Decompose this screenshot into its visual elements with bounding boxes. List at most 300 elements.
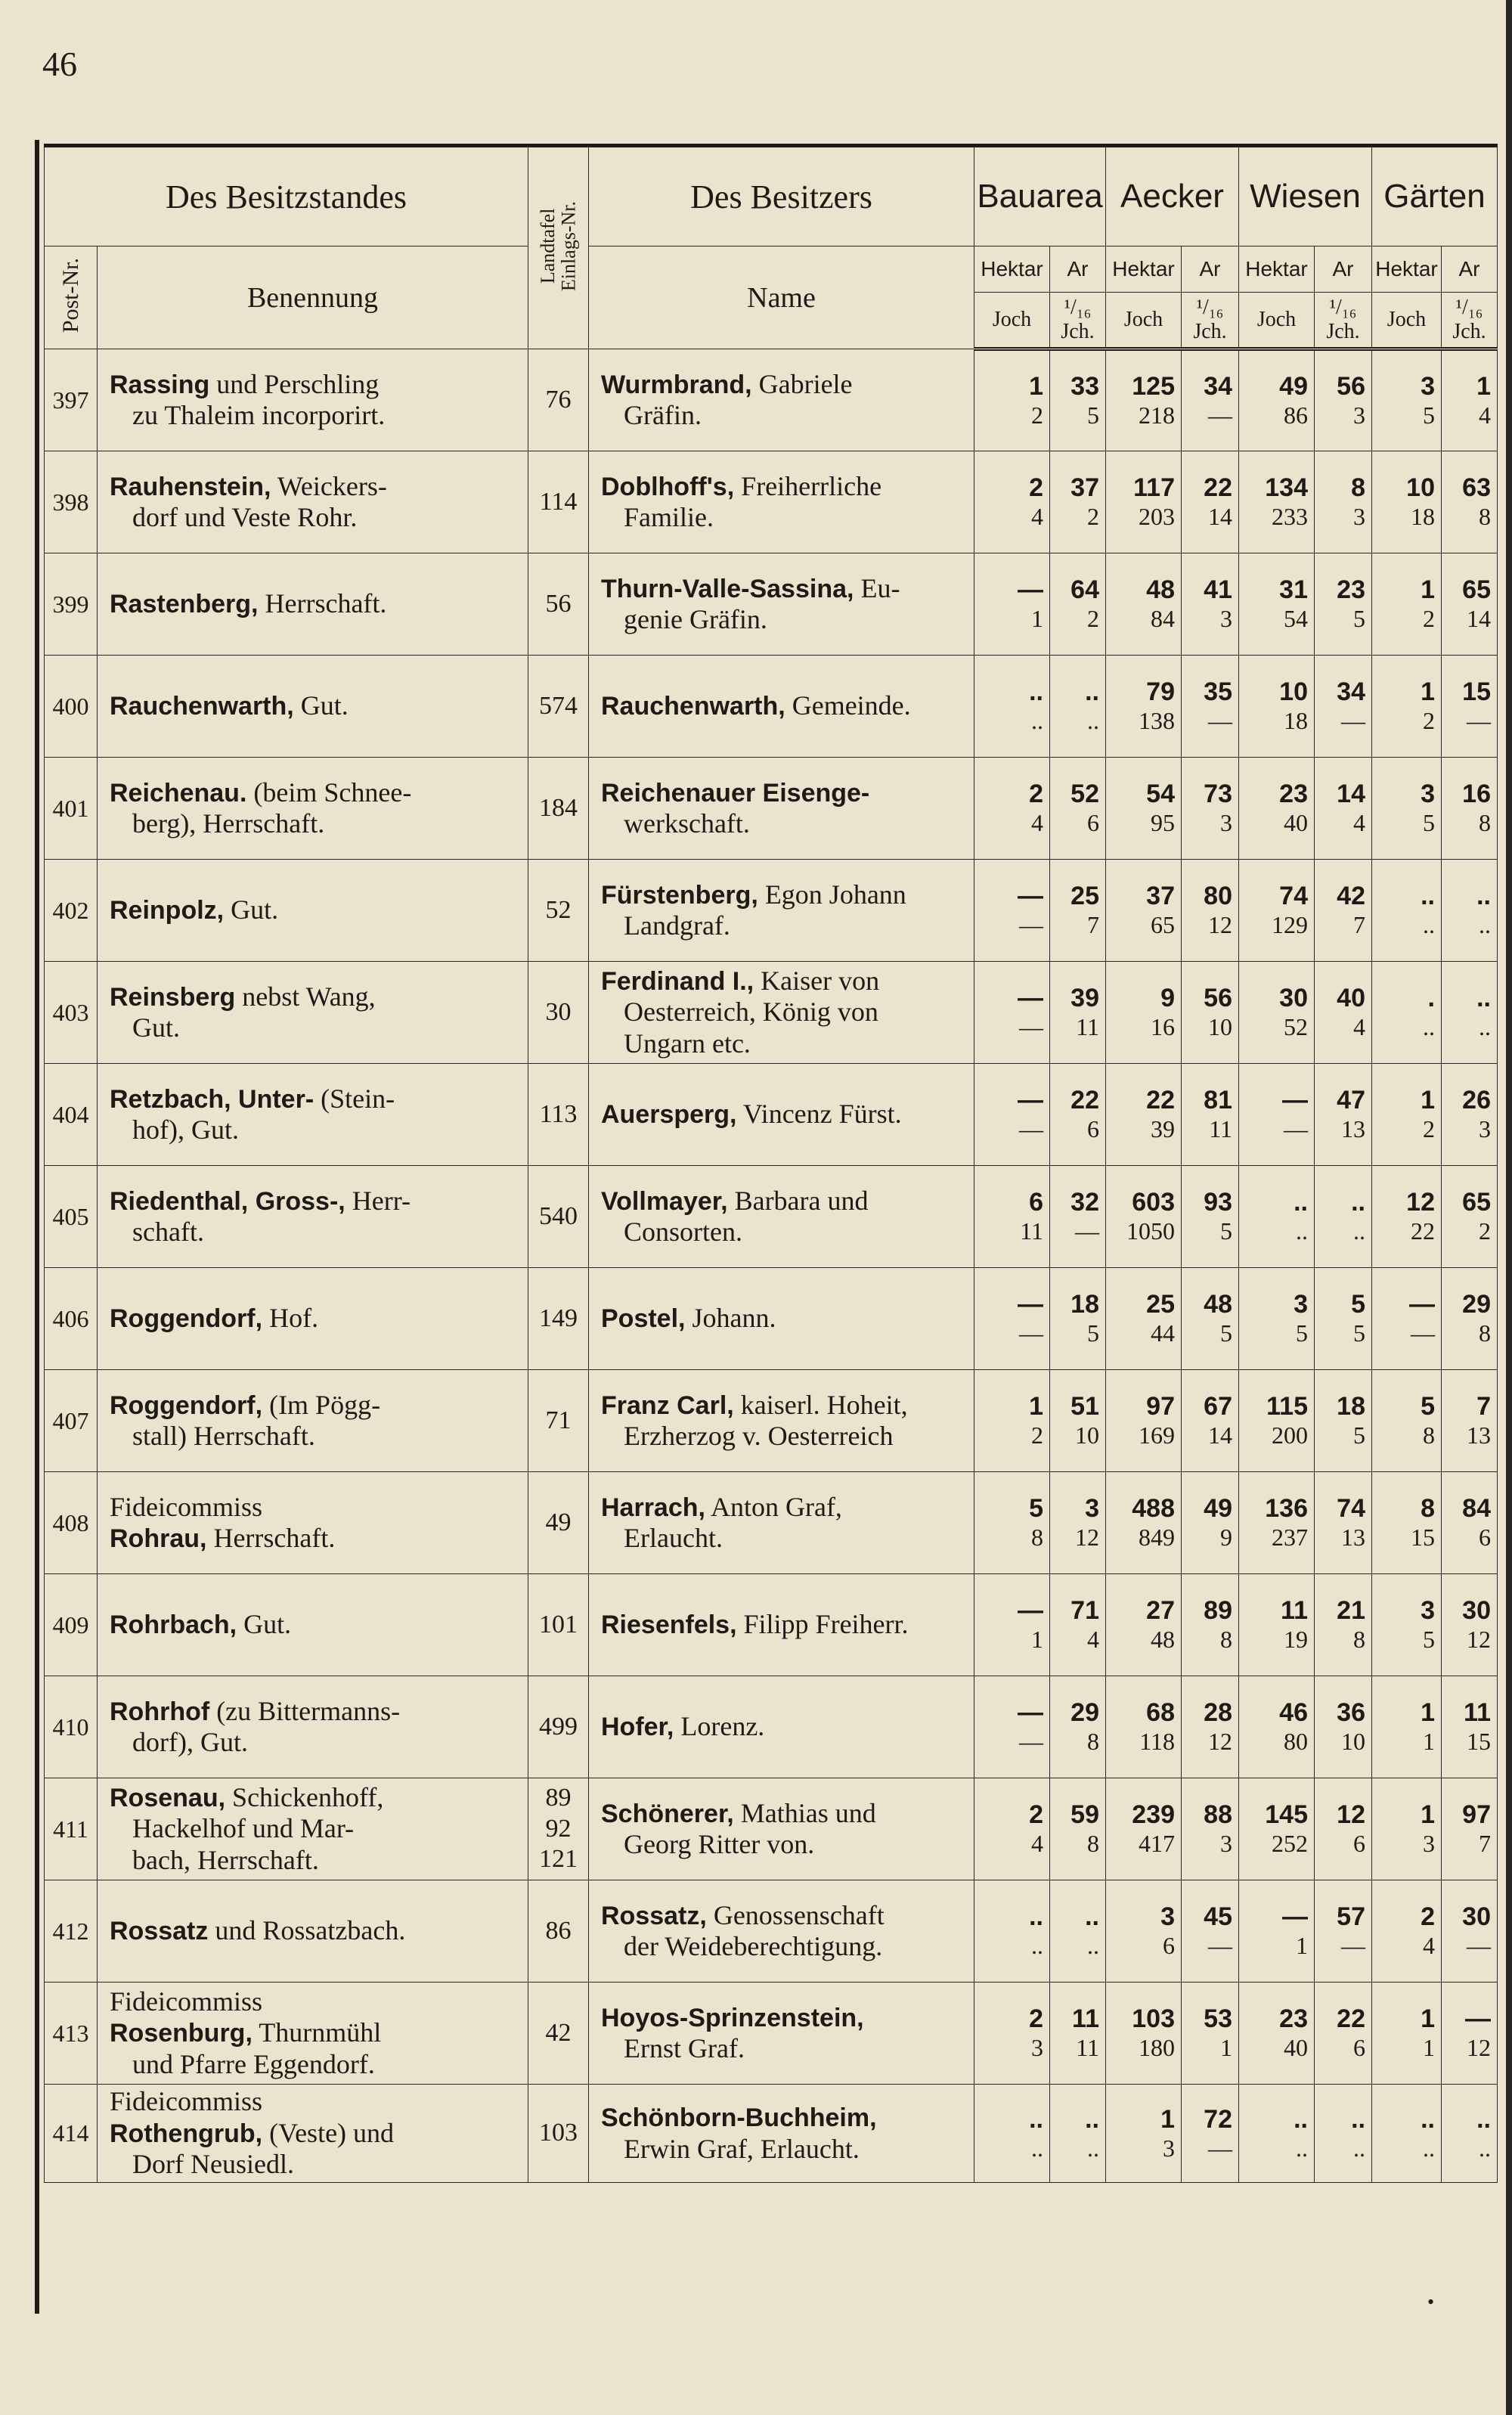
estate-desc: Hof.	[262, 1303, 319, 1334]
area-value-joch: ..	[1479, 2134, 1491, 2162]
post-nr: 411	[45, 1778, 98, 1880]
area-value-cell	[1372, 1983, 1442, 2085]
area-value-cell	[974, 1574, 1050, 1676]
benennung-cell	[98, 553, 528, 656]
area-value-cell	[1442, 1166, 1498, 1268]
area-value-cell	[1050, 1778, 1106, 1880]
area-value-cell	[1239, 758, 1315, 860]
area-value-hektar: 3	[1421, 1596, 1435, 1625]
estate-desc: Gut.	[237, 1609, 292, 1640]
estate-desc-line2: stall) Herrschaft.	[132, 1421, 315, 1451]
area-value-joch: 3	[1031, 2034, 1043, 2061]
post-nr: 410	[45, 1676, 98, 1778]
area-value-cell	[1372, 1574, 1442, 1676]
land-nr: 101	[539, 1610, 578, 1638]
area-value-hektar: 41	[1204, 575, 1232, 604]
area-value-cell	[1372, 2085, 1442, 2183]
area-value-joch: 14	[1208, 1421, 1232, 1449]
area-value-cell	[974, 656, 1050, 758]
area-value-hektar: 5	[1421, 1392, 1435, 1421]
area-value-joch: 2	[1031, 1421, 1043, 1449]
area-value-joch: 39	[1151, 1115, 1175, 1142]
post-nr: 412	[45, 1880, 98, 1983]
besitzer-cell	[589, 656, 974, 758]
owner-desc: Freiherrliche	[734, 470, 882, 501]
area-value-hektar: ..	[1476, 984, 1491, 1012]
area-value-joch: —	[1284, 1115, 1308, 1142]
benennung-cell	[98, 1676, 528, 1778]
area-value-joch: 2	[1423, 1115, 1435, 1142]
area-value-hektar: 12	[1337, 1800, 1365, 1829]
area-value-cell	[1106, 962, 1182, 1064]
area-value-cell	[1182, 1880, 1239, 1983]
area-value-hektar: 37	[1146, 882, 1175, 910]
area-value-joch: 3	[1353, 503, 1365, 530]
owner-desc-line2: genie Gräfin.	[624, 604, 767, 634]
area-value-hektar: 84	[1462, 1494, 1491, 1523]
area-value-joch: 417	[1139, 1830, 1175, 1857]
estate-register-table	[44, 144, 1498, 2183]
area-value-cell	[1372, 1880, 1442, 1983]
landtafel-cell	[528, 1064, 589, 1166]
area-value-hektar: 23	[1337, 575, 1365, 604]
area-value-cell	[1372, 656, 1442, 758]
area-value-cell	[1182, 349, 1239, 451]
owner-desc-line2: Oesterreich, König von Ungarn etc.	[624, 997, 878, 1059]
area-value-hektar: 21	[1337, 1596, 1365, 1625]
land-nr: 30	[545, 997, 572, 1026]
area-value-cell	[1239, 1166, 1315, 1268]
area-value-hektar: 53	[1204, 2004, 1232, 2033]
estate-desc: Herr-	[345, 1185, 411, 1216]
area-value-cell	[1239, 451, 1315, 553]
area-value-joch: 3	[1353, 401, 1365, 429]
estate-name: Rossatz	[110, 1917, 209, 1946]
owner-name: Auersperg,	[601, 1100, 737, 1130]
owner-desc-line2: Consorten.	[624, 1217, 742, 1247]
area-value-cell	[1106, 1676, 1182, 1778]
owner-name: Franz Carl,	[601, 1390, 734, 1420]
unit-jch: ¹/₁₆ Jch.	[1315, 293, 1372, 349]
area-value-hektar: 1	[1476, 372, 1491, 401]
area-value-cell	[1442, 656, 1498, 758]
area-value-joch: 8	[1479, 503, 1491, 530]
area-value-hektar: 1	[1421, 1800, 1435, 1829]
area-value-joch: 95	[1151, 809, 1175, 836]
area-value-cell	[1050, 2085, 1106, 2183]
area-value-joch: —	[1341, 707, 1365, 734]
benennung-cell	[98, 656, 528, 758]
owner-desc-line2: der Weideberechtigung.	[624, 1931, 883, 1961]
area-value-hektar: 71	[1070, 1596, 1099, 1625]
area-value-cell	[1372, 860, 1442, 962]
owner-name: Rossatz,	[601, 1901, 707, 1930]
area-value-cell	[1442, 1472, 1498, 1574]
area-value-joch: 12	[1075, 1524, 1099, 1551]
header-wiesen: Wiesen	[1239, 146, 1372, 246]
area-value-hektar: 18	[1337, 1392, 1365, 1421]
area-value-joch: 1	[1423, 2034, 1435, 2061]
estate-name: Reinsberg	[110, 982, 236, 1012]
owner-name: Schönborn-Buchheim,	[601, 2103, 877, 2133]
estate-desc-line2: zu Thaleim incorporirt.	[132, 400, 386, 430]
area-value-hektar: 145	[1265, 1800, 1308, 1829]
table-row	[45, 860, 1498, 962]
area-value-cell	[1372, 1268, 1442, 1370]
area-value-cell	[974, 1983, 1050, 2085]
post-nr: 407	[45, 1370, 98, 1472]
area-value-hektar: 15	[1462, 677, 1491, 706]
area-value-joch: —	[1208, 707, 1232, 734]
area-value-hektar: 28	[1204, 1698, 1232, 1727]
area-value-hektar: 488	[1132, 1494, 1175, 1523]
area-value-hektar: 30	[1462, 1596, 1491, 1625]
besitzer-cell	[589, 2085, 974, 2183]
estate-desc-line2: dorf), Gut.	[132, 1727, 248, 1757]
area-value-joch: 5	[1353, 605, 1365, 632]
area-value-hektar: 97	[1146, 1392, 1175, 1421]
area-value-hektar: 18	[1070, 1290, 1099, 1319]
land-nr: 71	[545, 1406, 572, 1434]
area-value-joch: 12	[1467, 1626, 1491, 1653]
area-value-joch: 2	[1423, 605, 1435, 632]
area-value-hektar: 2	[1029, 1800, 1043, 1829]
area-value-hektar: 23	[1279, 780, 1308, 808]
area-value-cell	[1372, 1370, 1442, 1472]
area-value-cell	[1315, 2085, 1372, 2183]
table-row	[45, 1676, 1498, 1778]
estate-desc: (beim Schnee-	[246, 777, 412, 808]
area-value-hektar: —	[1465, 2004, 1491, 2033]
area-value-cell	[1182, 1472, 1239, 1574]
area-value-hektar: 26	[1462, 1086, 1491, 1114]
area-value-hektar: 6	[1029, 1188, 1043, 1217]
area-value-cell	[1442, 860, 1498, 962]
area-value-cell	[1182, 656, 1239, 758]
area-value-hektar: —	[1018, 882, 1043, 910]
area-value-hektar: 2	[1029, 780, 1043, 808]
area-value-joch: 8	[1087, 1830, 1099, 1857]
area-value-cell	[1050, 1676, 1106, 1778]
area-value-joch: 18	[1411, 503, 1435, 530]
area-value-cell	[1442, 1268, 1498, 1370]
area-value-cell	[1239, 962, 1315, 1064]
estate-name: Rassing	[110, 370, 210, 399]
area-value-hektar: 136	[1265, 1494, 1308, 1523]
area-value-hektar: 88	[1204, 1800, 1232, 1829]
unit-ar: Ar	[1182, 246, 1239, 293]
area-value-joch: ..	[1296, 2134, 1308, 2162]
area-value-joch: 1050	[1126, 1217, 1175, 1245]
area-value-joch: 6	[1479, 1524, 1491, 1551]
benennung-cell	[98, 1880, 528, 1983]
area-value-joch: ..	[1479, 1013, 1491, 1040]
area-value-cell	[1442, 1778, 1498, 1880]
unit-ar: Ar	[1442, 246, 1498, 293]
unit-joch: Joch	[1239, 293, 1315, 349]
besitzer-cell	[589, 758, 974, 860]
owner-name: Doblhoff's,	[601, 472, 735, 501]
area-value-cell	[1106, 1778, 1182, 1880]
area-value-cell	[1106, 1064, 1182, 1166]
area-value-joch: 5	[1087, 1319, 1099, 1347]
area-value-joch: 8	[1087, 1728, 1099, 1755]
owner-desc: Gabriele	[751, 368, 853, 399]
page-number: 46	[42, 45, 77, 83]
owner-name: Schönerer,	[601, 1799, 734, 1828]
area-value-hektar: 3	[1421, 372, 1435, 401]
area-value-cell	[974, 1880, 1050, 1983]
area-value-joch: 54	[1284, 605, 1308, 632]
area-value-hektar: 49	[1204, 1494, 1232, 1523]
besitzer-cell	[589, 451, 974, 553]
owner-desc: Barbara und	[727, 1185, 869, 1216]
header-besitzstand: Des Besitzstandes	[45, 146, 528, 246]
post-nr: 413	[45, 1983, 98, 2085]
area-value-joch: —	[1411, 1319, 1435, 1347]
land-nr: 103	[539, 2119, 578, 2147]
area-value-joch: 48	[1151, 1626, 1175, 1653]
area-value-hektar: .	[1427, 984, 1435, 1012]
area-value-joch: ..	[1087, 1932, 1099, 1959]
area-value-hektar: 3	[1160, 1902, 1175, 1931]
area-value-cell	[1239, 349, 1315, 451]
area-value-cell	[1442, 1064, 1498, 1166]
landtafel-cell	[528, 1778, 589, 1880]
estate-name: Rohrbach,	[110, 1611, 237, 1640]
area-value-joch: 14	[1208, 503, 1232, 530]
landtafel-cell	[528, 962, 589, 1064]
area-value-hektar: ..	[1085, 1902, 1099, 1931]
area-value-cell	[974, 2085, 1050, 2183]
owner-desc-line2: Gräfin.	[624, 400, 702, 430]
area-value-joch: 12	[1467, 2034, 1491, 2061]
area-value-joch: 6	[1087, 1115, 1099, 1142]
area-value-joch: 849	[1139, 1524, 1175, 1551]
area-value-hektar: 29	[1070, 1698, 1099, 1727]
area-value-hektar: 12	[1406, 1188, 1435, 1217]
unit-hektar: Hektar	[1372, 246, 1442, 293]
area-value-joch: ..	[1353, 2134, 1365, 2162]
area-value-joch: 6	[1163, 1932, 1175, 1959]
area-value-cell	[1315, 1778, 1372, 1880]
estate-name: Rastenberg,	[110, 590, 259, 619]
area-value-joch: 12	[1208, 1728, 1232, 1755]
area-value-hektar: 42	[1337, 882, 1365, 910]
besitzer-cell	[589, 1778, 974, 1880]
area-value-hektar: ..	[1085, 2104, 1099, 2134]
area-value-hektar: 3	[1294, 1290, 1308, 1319]
area-value-joch: 18	[1284, 707, 1308, 734]
area-value-hektar: 1	[1160, 2104, 1175, 2134]
post-nr: 403	[45, 962, 98, 1064]
page-edge-rule	[1506, 0, 1512, 2415]
area-value-joch: 44	[1151, 1319, 1175, 1347]
area-value-cell	[1050, 1064, 1106, 1166]
area-value-cell	[1239, 1064, 1315, 1166]
area-value-cell	[1050, 349, 1106, 451]
estate-name: Reinpolz,	[110, 896, 225, 925]
area-value-joch: 40	[1284, 809, 1308, 836]
area-value-joch: 1	[1031, 605, 1043, 632]
area-value-joch: 5	[1220, 1217, 1232, 1245]
area-value-hektar: 59	[1070, 1800, 1099, 1829]
area-value-hektar: 117	[1133, 473, 1175, 502]
area-value-cell	[1106, 758, 1182, 860]
area-value-joch: —	[1075, 1217, 1099, 1245]
benennung-cell	[98, 1983, 528, 2085]
owner-name: Fürstenberg,	[601, 880, 758, 910]
area-value-cell	[1372, 1064, 1442, 1166]
area-value-cell	[1315, 1983, 1372, 2085]
header-besitzer: Des Besitzers	[589, 146, 974, 246]
owner-name: Harrach,	[601, 1493, 705, 1522]
area-value-hektar: 54	[1146, 780, 1175, 808]
area-value-joch: 5	[1087, 401, 1099, 429]
estate-desc: nebst Wang,	[235, 981, 376, 1012]
besitzer-cell	[589, 1268, 974, 1370]
benennung-cell	[98, 860, 528, 962]
estate-desc: (Veste) und	[262, 2117, 395, 2148]
owner-desc: Johann.	[685, 1303, 776, 1334]
area-value-joch: 13	[1341, 1115, 1365, 1142]
estate-name: Reichenau.	[110, 778, 247, 808]
area-value-joch: ..	[1423, 1013, 1435, 1040]
area-value-hektar: 2	[1029, 473, 1043, 502]
area-value-joch: 9	[1220, 1524, 1232, 1551]
area-value-joch: 1	[1220, 2034, 1232, 2061]
area-value-joch: —	[1208, 1932, 1232, 1959]
estate-name: Rohrhof	[110, 1697, 210, 1726]
owner-desc: Anton Graf,	[705, 1491, 842, 1522]
estate-desc-line2: schaft.	[132, 1217, 204, 1247]
area-value-joch: 19	[1284, 1626, 1308, 1653]
area-value-hektar: 25	[1070, 882, 1099, 910]
area-value-cell	[1106, 349, 1182, 451]
post-nr: 408	[45, 1472, 98, 1574]
area-value-cell	[1050, 1983, 1106, 2085]
area-value-cell	[1315, 349, 1372, 451]
area-value-joch: 84	[1151, 605, 1175, 632]
area-value-hektar: —	[1282, 1086, 1308, 1114]
area-value-joch: 7	[1353, 911, 1365, 938]
area-value-hektar: 29	[1462, 1290, 1491, 1319]
area-value-cell	[1372, 962, 1442, 1064]
area-value-joch: 2	[1423, 707, 1435, 734]
area-value-joch: 118	[1139, 1728, 1175, 1755]
area-value-hektar: 93	[1204, 1188, 1232, 1217]
area-value-joch: 8	[1423, 1421, 1435, 1449]
area-value-cell	[1050, 451, 1106, 553]
landtafel-cell	[528, 1268, 589, 1370]
estate-name: Rothengrub,	[110, 2119, 263, 2148]
area-value-hektar: 37	[1070, 473, 1099, 502]
estate-desc: Gut.	[293, 690, 349, 721]
area-value-cell	[1315, 860, 1372, 962]
area-value-hektar: 8	[1421, 1494, 1435, 1523]
area-value-cell	[1182, 1370, 1239, 1472]
area-value-cell	[974, 1370, 1050, 1472]
estate-desc: Thurnmühl	[252, 2017, 382, 2048]
area-value-joch: 2	[1087, 503, 1099, 530]
area-value-joch: 4	[1479, 401, 1491, 429]
area-value-cell	[1442, 962, 1498, 1064]
owner-desc-line2: Landgraf.	[624, 910, 730, 941]
area-value-hektar: 74	[1279, 882, 1308, 910]
benennung-cell	[98, 349, 528, 451]
area-value-hektar: 25	[1146, 1290, 1175, 1319]
area-value-joch: 1	[1423, 1728, 1435, 1755]
owner-name: Thurn-Valle-Sassina,	[601, 574, 854, 603]
area-value-hektar: 68	[1146, 1698, 1175, 1727]
table-row	[45, 1983, 1498, 2085]
area-value-cell	[1315, 1574, 1372, 1676]
estate-desc-line2: Gut.	[132, 1012, 180, 1043]
area-value-cell	[1106, 1166, 1182, 1268]
area-value-cell	[1050, 860, 1106, 962]
area-value-cell	[1239, 1983, 1315, 2085]
area-value-cell	[1182, 1166, 1239, 1268]
area-value-hektar: 8	[1351, 473, 1365, 502]
area-value-cell	[1106, 1268, 1182, 1370]
area-value-hektar: 22	[1204, 473, 1232, 502]
estate-name: Rauchenwarth,	[110, 692, 294, 721]
area-value-joch: ..	[1031, 1932, 1043, 1959]
ink-speck: •	[1427, 2291, 1435, 2313]
area-value-joch: 3	[1220, 809, 1232, 836]
area-value-hektar: 52	[1070, 780, 1099, 808]
area-value-joch: —	[1208, 401, 1232, 429]
benennung-cell	[98, 1472, 528, 1574]
post-nr: 399	[45, 553, 98, 656]
area-value-cell	[974, 860, 1050, 962]
area-value-cell	[1442, 2085, 1498, 2183]
area-value-cell	[1372, 758, 1442, 860]
area-value-hektar: 40	[1337, 984, 1365, 1012]
area-value-cell	[1239, 2085, 1315, 2183]
table-row	[45, 758, 1498, 860]
area-value-hektar: 49	[1279, 372, 1308, 401]
land-nr: 184	[539, 793, 578, 822]
area-value-joch: ..	[1479, 911, 1491, 938]
area-value-hektar: 47	[1337, 1086, 1365, 1114]
area-value-hektar: —	[1018, 1290, 1043, 1319]
area-value-cell	[1106, 1983, 1182, 2085]
header-landtafel: Landtafel Einlags-Nr.	[528, 146, 589, 349]
area-value-hektar: 27	[1146, 1596, 1175, 1625]
area-value-joch: 1	[1031, 1626, 1043, 1653]
area-value-cell	[1315, 1370, 1372, 1472]
area-value-joch: 11	[1020, 1217, 1043, 1245]
area-value-cell	[1239, 1676, 1315, 1778]
area-value-joch: 8	[1479, 809, 1491, 836]
owner-name: Reichenauer Eisenge-	[601, 778, 870, 808]
besitzer-cell	[589, 1676, 974, 1778]
area-value-cell	[974, 1064, 1050, 1166]
unit-ar: Ar	[1050, 246, 1106, 293]
area-value-joch: ..	[1031, 2134, 1043, 2162]
area-value-joch: 8	[1479, 1319, 1491, 1347]
land-nr: 149	[539, 1304, 578, 1332]
area-value-joch: 5	[1423, 1626, 1435, 1653]
unit-hektar: Hektar	[1106, 246, 1182, 293]
area-value-hektar: —	[1018, 1698, 1043, 1727]
table-row	[45, 349, 1498, 451]
area-value-cell	[1239, 1880, 1315, 1983]
area-value-hektar: 63	[1462, 473, 1491, 502]
area-value-cell	[1182, 553, 1239, 656]
unit-jch: ¹/₁₆ Jch.	[1442, 293, 1498, 349]
